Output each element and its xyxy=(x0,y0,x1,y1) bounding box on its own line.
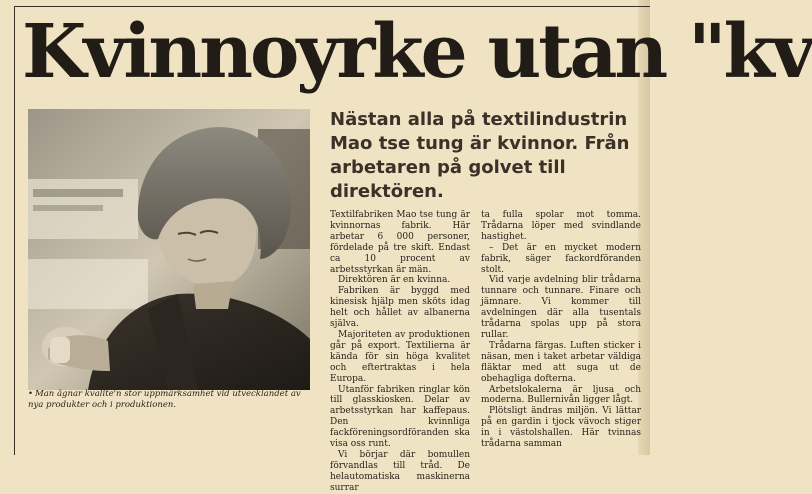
paragraph: Utanför fabriken ringlar kön till glasskiosken. Delar av arbetsstyrkan har kaffepaus. Den kvinnliga fackföreningsordföranden ska visa oss runt. xyxy=(330,384,470,450)
photo-woman-with-spool xyxy=(28,109,310,390)
article-photo xyxy=(28,109,310,390)
article-column-2 xyxy=(481,210,641,450)
photo-caption xyxy=(28,389,318,411)
paragraph: Plötsligt ändras miljön. Vi lättar på en gardin i tjock vävoch stiger in i västolshallen. Här tvinnas trådarna samman xyxy=(481,406,641,450)
headline: Kvinnoyrke utan "kv xyxy=(22,9,812,95)
paragraph: Vid varje avdelning blir trådarna tunnare och tunnare. Finare och jämnare. Vi kommer till avdelningen där alla tusentals trådarna spolas upp på stora rullar. xyxy=(481,275,641,340)
paragraph: – Det är en mycket modern fabrik, säger fackordföranden stolt. xyxy=(481,242,641,275)
paragraph: Textilfabriken Mao tse tung är kvinnornas fabrik. Här arbetar 6 000 personer, fördelade på tre skift. Endast ca 10 procent av arbetsstyrkan är män. xyxy=(330,210,470,275)
paragraph: Majoriteten av produktionen går på export. Textilierna är kända för sin höga kvalitet och eftertraktas i hela Europa. xyxy=(330,329,470,384)
paragraph: Arbetslokalerna är ljusa och moderna. Bullernivån ligger lågt. xyxy=(481,384,641,406)
paragraph: ta fulla spolar mot tomma. Trådarna löper med svindlande hastighet. xyxy=(481,210,641,242)
article-subheading: Nästan alla på textilindustrin Mao tse tung är kvinnor. Från arbetaren på golvet till direktören. xyxy=(330,109,630,202)
paragraph: Direktören är en kvinna. xyxy=(338,275,451,286)
paragraph: Vi börjar där bomullen förvandlas till tråd. De helautomatiska maskinerna surrar xyxy=(330,449,470,493)
article-column-1 xyxy=(330,210,470,494)
left-rule xyxy=(14,6,15,455)
caption-text: Man ägnar kvalite'n stor uppmärksamhet vid utvecklandet av nya produkter och i produktionen. xyxy=(28,389,301,410)
paragraph: Fabriken är byggd med kinesisk hjälp men sköts idag helt och hållet av albanerna själva. xyxy=(330,286,470,330)
paragraph: Trådarna färgas. Luften sticker i näsan, men i taket arbetar väldiga fläktar med att suga ut de obehagliga dofterna. xyxy=(481,340,641,384)
caption-bullet-icon: • xyxy=(28,389,34,399)
